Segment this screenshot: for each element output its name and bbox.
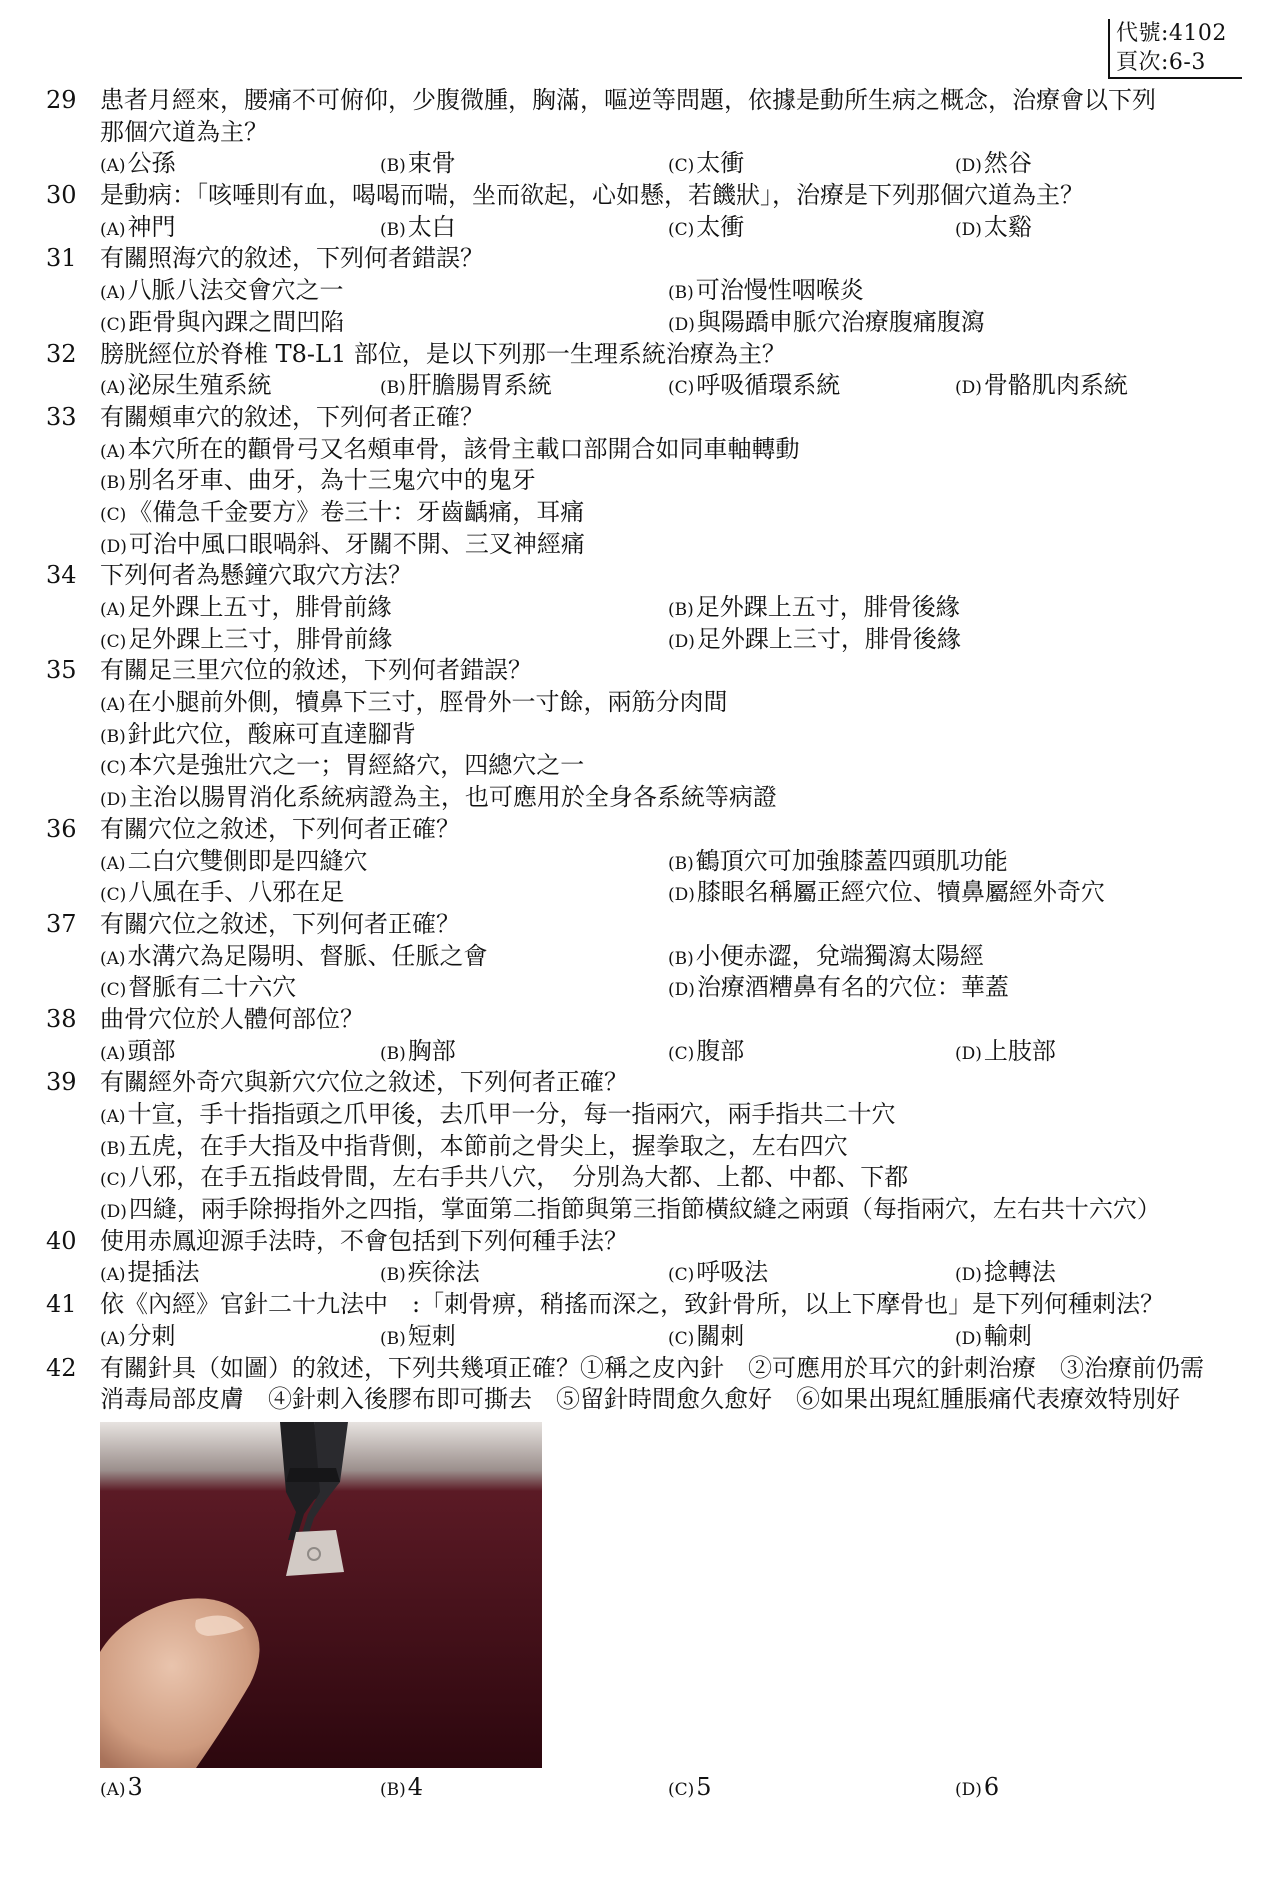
options-row (0, 782, 1274, 814)
question-text: 有關照海穴的敘述，下列何者錯誤？ (100, 244, 484, 273)
options-row (0, 972, 1274, 1004)
option-a (100, 1099, 896, 1134)
question-text: 患者月經來，腰痛不可俯仰，少腹微腫，胸滿，嘔逆等問題，依據是動所生病之概念，治療會以下列 (100, 86, 1156, 114)
question-30 (0, 180, 1274, 243)
question-number: 34 (46, 561, 77, 590)
question-text: 依《內經》官針二十九法中 :「刺骨痹，稍搖而深之，致針骨所，以上下摩骨也」是下列何種刺法？ (100, 1290, 1165, 1319)
option-label: (D) (668, 631, 695, 652)
question-39 (0, 1067, 1274, 1225)
option-text: 本穴是強壯穴之一；胃經絡穴，四總穴之一 (128, 751, 585, 780)
option-label: (D) (100, 790, 127, 811)
question-text: 有關足三里穴位的敘述，下列何者錯誤？ (100, 656, 532, 685)
options-row (0, 877, 1274, 909)
question-number: 32 (46, 339, 77, 368)
option-label: (B) (380, 1265, 406, 1286)
option-c (100, 750, 584, 785)
option-text: 本穴所在的顴骨弓又名頰車骨，該骨主載口部開合如同車軸轉動 (127, 434, 800, 463)
options-row (0, 750, 1274, 782)
question-stem-line (0, 1004, 1274, 1036)
option-label: (B) (380, 156, 406, 177)
option-c (100, 972, 296, 1007)
option-label: (C) (100, 980, 127, 1001)
options-row (0, 941, 1274, 973)
question-text: 使用赤鳳迎源手法時，不會包括到下列何種手法？ (100, 1226, 628, 1255)
question-stem-line (0, 1353, 1274, 1385)
option-text: 治療酒糟鼻有名的穴位：華蓋 (696, 973, 1009, 1002)
option-text: 足外踝上五寸，腓骨前緣 (127, 593, 392, 621)
question-text: 那個穴道為主？ (100, 117, 268, 146)
option-text: 水溝穴為足陽明、督脈、任脈之會 (127, 941, 488, 970)
option-text: 督脈有二十六穴 (128, 973, 297, 1002)
option-text: 5 (696, 1772, 712, 1801)
option-text: 距骨與內踝之間凹陷 (128, 307, 345, 336)
option-b (668, 846, 1008, 881)
option-b (380, 370, 552, 405)
option-label: (C) (100, 758, 127, 779)
option-b (100, 719, 416, 754)
question-stem-line (0, 243, 1274, 275)
option-text: 在小腿前外側，犢鼻下三寸，脛骨外一寸餘，兩筋分肉間 (127, 688, 728, 717)
option-a (100, 941, 488, 976)
option-label: (B) (380, 1779, 406, 1800)
option-a (100, 1257, 200, 1292)
question-text: 有關頰車穴的敘述，下列何者正確？ (100, 402, 484, 431)
option-label: (D) (668, 885, 695, 906)
option-c (668, 1321, 744, 1356)
options-row (0, 307, 1274, 339)
question-stem-line (0, 117, 1274, 149)
option-label: (D) (100, 536, 127, 557)
options-row (0, 1162, 1274, 1194)
options-row (0, 1131, 1274, 1163)
options-row (0, 370, 1274, 402)
option-label: (A) (100, 853, 126, 874)
option-label: (D) (955, 219, 982, 240)
option-label: (A) (100, 695, 126, 716)
option-text: 頭部 (127, 1036, 176, 1065)
option-text: 足外踝上三寸，腓骨後緣 (696, 624, 961, 653)
question-text: 曲骨穴位於人體何部位？ (100, 1004, 364, 1033)
option-d (955, 1036, 1056, 1071)
question-37 (0, 909, 1274, 1004)
question-number: 35 (46, 656, 77, 685)
option-text: 分刺 (127, 1321, 176, 1350)
question-stem-line (0, 85, 1274, 117)
option-label: (C) (100, 885, 127, 906)
option-label: (A) (100, 1107, 126, 1127)
option-c (100, 307, 344, 342)
question-number: 29 (46, 86, 77, 114)
options-row (0, 1257, 1274, 1289)
option-a (100, 275, 344, 310)
question-41 (0, 1289, 1274, 1352)
option-text: 胸部 (407, 1036, 456, 1065)
option-label: (C) (668, 1043, 695, 1064)
option-d (955, 370, 1128, 405)
exam-code: 代號:4102 (1116, 21, 1227, 46)
option-label: (D) (668, 314, 695, 335)
option-text: 可治慢性咽喉炎 (695, 276, 864, 305)
question-number: 41 (46, 1290, 77, 1319)
question-list (0, 85, 1274, 1804)
option-text: 4 (407, 1772, 424, 1801)
question-number: 37 (46, 909, 77, 938)
option-text: 鶴頂穴可加強膝蓋四頭肌功能 (695, 846, 1008, 875)
option-label: (B) (668, 283, 694, 304)
question-stem-line (0, 1384, 1274, 1416)
option-label: (C) (100, 504, 127, 525)
option-text: 呼吸法 (696, 1258, 769, 1287)
question-number: 36 (46, 814, 77, 843)
option-text: 五虎，在手大指及中指背側，本節前之骨尖上，握拳取之，左右四穴 (127, 1131, 848, 1160)
option-text: 肝膽腸胃系統 (407, 371, 552, 400)
option-c (100, 877, 344, 912)
intradermal-needle-photo (100, 1422, 542, 1768)
options-row (0, 1772, 1274, 1804)
option-label: (B) (380, 1043, 406, 1064)
option-text: 太衝 (696, 149, 745, 178)
option-a (100, 1321, 176, 1356)
question-number: 39 (46, 1068, 77, 1097)
option-label: (D) (955, 1043, 982, 1064)
option-d (100, 1194, 1161, 1229)
option-a (100, 148, 176, 183)
option-label: (A) (100, 600, 126, 620)
question-stem-line (0, 560, 1274, 592)
option-label: (C) (100, 631, 127, 652)
option-label: (A) (100, 1779, 126, 1800)
question-stem-line (0, 1289, 1274, 1321)
option-text: 《備急千金要方》卷三十：牙齒齲痛，耳痛 (128, 497, 585, 526)
option-label: (A) (100, 1043, 126, 1064)
option-d (955, 148, 1032, 183)
option-d (955, 1321, 1032, 1356)
question-text: 有關穴位之敘述，下列何者正確？ (100, 814, 460, 843)
option-b (380, 148, 456, 183)
option-label: (B) (380, 219, 406, 240)
option-text: 太谿 (983, 212, 1032, 241)
option-text: 太衝 (696, 212, 745, 241)
option-label: (B) (380, 378, 406, 399)
options-row (0, 529, 1274, 561)
option-label: (D) (668, 980, 695, 1001)
option-text: 骨骼肌肉系統 (983, 371, 1128, 400)
option-label: (B) (100, 1138, 126, 1159)
question-34 (0, 560, 1274, 655)
option-text: 公孫 (127, 149, 176, 178)
option-a (100, 1036, 176, 1071)
option-label: (C) (668, 156, 695, 177)
option-b (668, 592, 960, 627)
option-text: 提插法 (127, 1258, 200, 1287)
option-label: (A) (100, 219, 126, 240)
option-text: 腹部 (696, 1036, 745, 1065)
option-b (380, 1036, 456, 1071)
question-number: 30 (46, 181, 77, 210)
question-text: 是動病：「咳唾則有血，喝喝而喘，坐而欲起，心如懸，若饑狀」，治療是下列那個穴道為主？ (100, 181, 1084, 210)
question-stem-line (0, 402, 1274, 434)
option-text: 八邪，在手五指歧骨間，左右手共八穴， 分別為大都、上都、中都、下都 (128, 1163, 909, 1192)
question-stem-line (0, 180, 1274, 212)
options-row (0, 1194, 1274, 1226)
option-c (100, 624, 392, 659)
option-d (668, 877, 1105, 912)
question-number: 38 (46, 1004, 77, 1033)
option-label: (C) (668, 1265, 695, 1286)
option-c (668, 1257, 768, 1292)
options-row (0, 465, 1274, 497)
option-b (380, 1772, 423, 1807)
question-31 (0, 243, 1274, 338)
option-label: (B) (668, 853, 694, 874)
option-b (668, 275, 864, 310)
question-33 (0, 402, 1274, 560)
option-label: (A) (100, 1265, 126, 1286)
option-a (100, 687, 728, 722)
option-b (380, 1257, 480, 1292)
option-text: 八脈八法交會穴之一 (127, 276, 344, 305)
option-a (100, 434, 800, 469)
option-label: (D) (955, 1779, 982, 1800)
option-c (668, 370, 840, 405)
option-label: (D) (955, 156, 982, 177)
option-a (100, 370, 272, 405)
options-row (0, 1099, 1274, 1131)
question-number: 33 (46, 402, 77, 431)
option-text: 泌尿生殖系統 (127, 371, 272, 400)
question-number: 40 (46, 1226, 77, 1255)
option-b (668, 941, 984, 976)
option-label: (D) (100, 1202, 127, 1223)
option-label: (C) (100, 1170, 127, 1191)
option-label: (C) (668, 219, 695, 240)
question-text: 有關針具（如圖）的敘述，下列共幾項正確？①稱之皮內針 ②可應用於耳穴的針刺治療 ③治療前仍需 (100, 1353, 1204, 1382)
options-row (0, 592, 1274, 624)
option-a (100, 846, 368, 881)
question-42 (0, 1353, 1274, 1804)
option-label: (D) (955, 1265, 982, 1286)
option-text: 與陽蹻申脈穴治療腹痛腹瀉 (696, 307, 985, 336)
question-text: 有關穴位之敘述，下列何者正確？ (100, 909, 460, 938)
options-row (0, 1036, 1274, 1068)
option-label: (D) (955, 1328, 982, 1349)
option-label: (D) (955, 378, 982, 399)
question-stem-line (0, 1067, 1274, 1099)
option-text: 八風在手、八邪在足 (128, 878, 345, 907)
option-label: (A) (100, 948, 126, 969)
option-text: 關刺 (696, 1321, 745, 1350)
question-text: 有關經外奇穴與新穴穴位之敘述，下列何者正確？ (100, 1068, 628, 1097)
question-number: 31 (46, 244, 77, 273)
option-d (668, 972, 1009, 1007)
option-text: 上肢部 (983, 1036, 1056, 1065)
option-label: (A) (100, 1328, 126, 1349)
option-b (100, 465, 536, 500)
option-label: (B) (100, 726, 126, 747)
question-stem-line (0, 814, 1274, 846)
option-d (668, 624, 961, 659)
question-40 (0, 1226, 1274, 1289)
question-number: 42 (46, 1353, 77, 1382)
question-stem-line (0, 909, 1274, 941)
option-text: 疾徐法 (407, 1258, 480, 1287)
option-d (100, 782, 777, 817)
option-label: (C) (668, 1328, 695, 1349)
options-row (0, 212, 1274, 244)
option-text: 6 (983, 1772, 1000, 1801)
option-c (668, 1772, 712, 1807)
option-text: 捻轉法 (983, 1258, 1056, 1287)
options-row (0, 275, 1274, 307)
option-text: 可治中風口眼喎斜、牙關不開、三叉神經痛 (128, 529, 585, 558)
option-text: 膝眼名稱屬正經穴位、犢鼻屬經外奇穴 (696, 878, 1105, 907)
option-label: (B) (668, 948, 694, 969)
option-label: (C) (668, 378, 695, 399)
option-label: (C) (668, 1779, 695, 1800)
option-label: (C) (100, 314, 127, 335)
option-c (668, 148, 744, 183)
option-label: (B) (380, 1328, 406, 1349)
options-row (0, 687, 1274, 719)
option-d (100, 529, 585, 564)
option-label: (B) (668, 600, 694, 620)
option-b (100, 1131, 848, 1166)
option-text: 二白穴雙側即是四縫穴 (127, 846, 368, 875)
option-b (380, 212, 456, 247)
option-b (380, 1321, 456, 1356)
option-text: 3 (127, 1772, 143, 1801)
options-row (0, 1321, 1274, 1353)
option-text: 呼吸循環系統 (696, 371, 841, 400)
option-text: 神門 (127, 212, 176, 241)
option-c (668, 1036, 744, 1071)
exam-code-box (1108, 19, 1242, 79)
option-text: 別名牙車、曲牙，為十三鬼穴中的鬼牙 (127, 466, 536, 495)
option-label: (A) (100, 441, 126, 462)
options-row (0, 148, 1274, 180)
question-stem-line (0, 339, 1274, 371)
option-text: 輸刺 (983, 1321, 1032, 1350)
options-row (0, 846, 1274, 878)
option-text: 然谷 (983, 149, 1032, 178)
option-text: 足外踝上三寸，腓骨前緣 (128, 624, 393, 653)
option-label: (B) (100, 473, 126, 494)
question-stem-line (0, 655, 1274, 687)
option-a (100, 212, 176, 247)
option-text: 小便赤澀，兌端獨瀉太陽經 (695, 941, 984, 970)
options-row (0, 434, 1274, 466)
figure-row (0, 1416, 1274, 1772)
question-text: 膀胱經位於脊椎 T8-L1 部位，是以下列那一生理系統治療為主？ (100, 339, 786, 368)
options-row (0, 497, 1274, 529)
option-c (668, 212, 744, 247)
option-d (955, 1772, 999, 1807)
question-text: 下列何者為懸鐘穴取穴方法？ (100, 561, 412, 590)
question-29 (0, 85, 1274, 180)
option-d (668, 307, 985, 342)
question-36 (0, 814, 1274, 909)
options-row (0, 719, 1274, 751)
question-35 (0, 655, 1274, 813)
page-number: 頁次:6-3 (1116, 50, 1206, 75)
option-text: 四縫，兩手除拇指外之四指，掌面第二指節與第三指節橫紋縫之兩頭（每指兩穴，左右共十六穴） (128, 1195, 1161, 1224)
option-text: 針此穴位，酸麻可直達腳背 (127, 719, 416, 748)
option-a (100, 1772, 143, 1807)
question-38 (0, 1004, 1274, 1067)
option-label: (A) (100, 378, 126, 399)
option-label: (A) (100, 283, 126, 304)
question-32 (0, 339, 1274, 402)
option-text: 束骨 (407, 149, 456, 178)
option-d (955, 1257, 1056, 1292)
question-text: 消毒局部皮膚 ④針刺入後膠布即可撕去 ⑤留針時間愈久愈好 ⑥如果出現紅腫脹痛代表療效特別好 (100, 1385, 1180, 1414)
question-stem-line (0, 1226, 1274, 1258)
option-d (955, 212, 1032, 247)
option-label: (A) (100, 156, 126, 177)
option-text: 十宣，手十指指頭之爪甲後，去爪甲一分，每一指兩穴，兩手指共二十穴 (127, 1100, 896, 1128)
option-text: 短刺 (407, 1321, 456, 1350)
option-a (100, 592, 392, 627)
options-row (0, 624, 1274, 656)
option-c (100, 497, 584, 532)
option-text: 太白 (407, 212, 456, 241)
option-text: 足外踝上五寸，腓骨後緣 (695, 593, 960, 621)
option-text: 主治以腸胃消化系統病證為主，也可應用於全身各系統等病證 (128, 783, 777, 812)
option-c (100, 1162, 908, 1197)
